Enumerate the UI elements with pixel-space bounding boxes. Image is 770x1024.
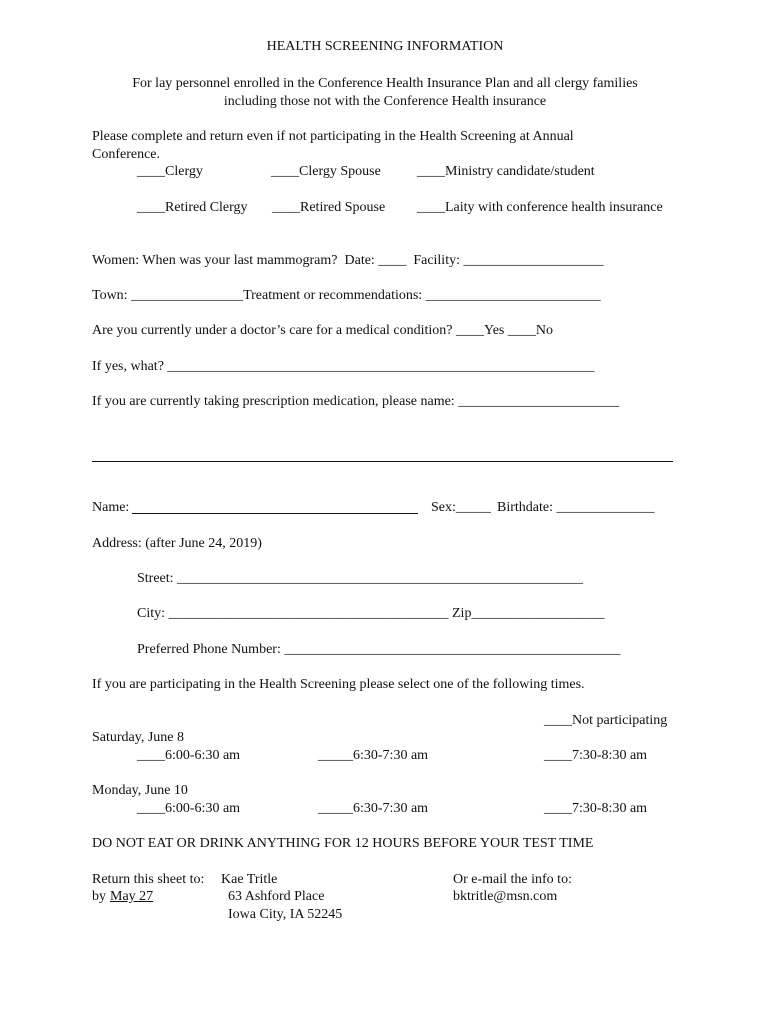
schedule-intro: If you are participating in the Health Screening please select one of the following times.: [92, 677, 585, 692]
medication-question[interactable]: If you are currently taking prescription medication, please name: _______________________: [92, 394, 620, 409]
fasting-warning: DO NOT EAT OR DRINK ANYTHING FOR 12 HOURS BEFORE YOUR TEST TIME: [92, 836, 594, 851]
option-clergy[interactable]: ____Clergy: [137, 164, 203, 179]
return-address-line-2: Iowa City, IA 52245: [228, 907, 343, 922]
monday-slot-3[interactable]: ____7:30-8:30 am: [544, 801, 648, 816]
doctor-care-question[interactable]: Are you currently under a doctor’s care for a medical condition? ____Yes ____No: [92, 323, 553, 338]
instructions-line-2: Conference.: [92, 147, 161, 162]
subtitle-line-1: For lay personnel enrolled in the Conference Health Insurance Plan and all clergy families: [132, 76, 638, 91]
option-ministry-candidate[interactable]: ____Ministry candidate/student: [417, 164, 595, 179]
sex-field[interactable]: Sex:_____: [431, 500, 491, 515]
saturday-slot-2[interactable]: _____6:30-7:30 am: [318, 748, 429, 763]
name-label: Name:: [92, 500, 130, 515]
if-yes-question[interactable]: If yes, what? _____________________________________________________________: [92, 359, 595, 374]
return-by-label: by: [92, 889, 106, 904]
phone-field[interactable]: Preferred Phone Number: ________________________________________________: [137, 642, 621, 657]
medication-extra-line[interactable]: [92, 461, 673, 462]
monday-slot-1[interactable]: ____6:00-6:30 am: [137, 801, 241, 816]
town-treatment-question[interactable]: Town: ________________Treatment or recommendations: _________________________: [92, 288, 601, 303]
mammogram-question[interactable]: Women: When was your last mammogram? Date: ____ Facility: ____________________: [92, 253, 604, 268]
monday-slot-2[interactable]: _____6:30-7:30 am: [318, 801, 429, 816]
birthdate-field[interactable]: Birthdate: ______________: [497, 500, 655, 515]
return-label: Return this sheet to:: [92, 872, 205, 887]
day-label-saturday: Saturday, June 8: [92, 730, 185, 745]
day-label-monday: Monday, June 10: [92, 783, 188, 798]
email-label: Or e-mail the info to:: [453, 872, 572, 887]
option-laity[interactable]: ____Laity with conference health insurance: [417, 200, 663, 215]
instructions-line-1: Please complete and return even if not participating in the Health Screening at Annual: [92, 129, 574, 144]
option-clergy-spouse[interactable]: ____Clergy Spouse: [271, 164, 381, 179]
saturday-slot-3[interactable]: ____7:30-8:30 am: [544, 748, 648, 763]
page-title: HEALTH SCREENING INFORMATION: [266, 39, 504, 54]
return-recipient-name: Kae Tritle: [221, 872, 278, 887]
name-line[interactable]: [132, 513, 418, 514]
subtitle-line-2: including those not with the Conference Health insurance: [223, 94, 547, 109]
option-not-participating[interactable]: ____Not participating: [544, 713, 668, 728]
saturday-slot-1[interactable]: ____6:00-6:30 am: [137, 748, 241, 763]
return-address-line-1: 63 Ashford Place: [228, 889, 325, 904]
address-label: Address: (after June 24, 2019): [92, 536, 262, 551]
return-by-date: May 27: [110, 889, 154, 904]
option-retired-clergy[interactable]: ____Retired Clergy: [137, 200, 248, 215]
email-address[interactable]: bktritle@msn.com: [453, 889, 558, 904]
option-retired-spouse[interactable]: ____Retired Spouse: [272, 200, 386, 215]
street-field[interactable]: Street: __________________________________________________________: [137, 571, 584, 586]
city-zip-field[interactable]: City: ________________________________________ Zip___________________: [137, 606, 605, 621]
